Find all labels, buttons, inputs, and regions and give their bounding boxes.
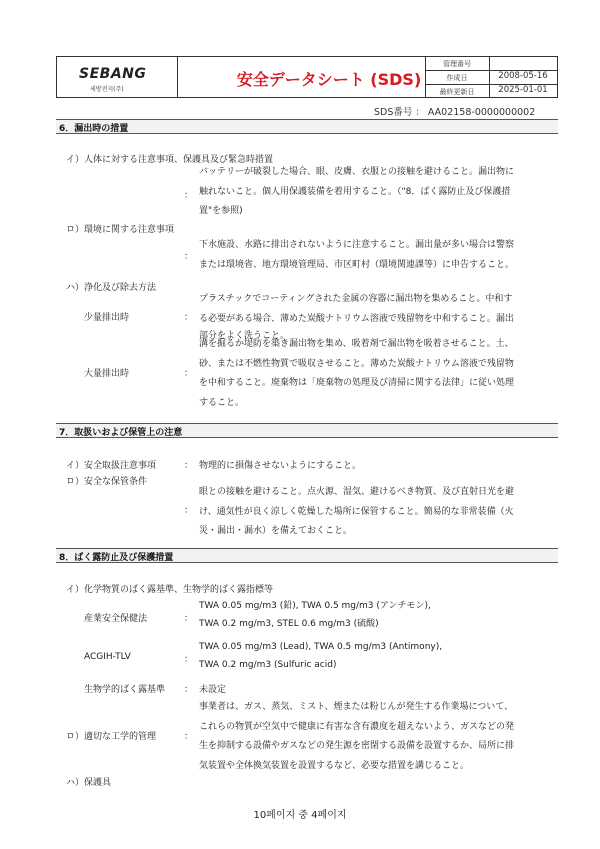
s6-personal-label: イ）人体に対する注意事項、保護具及び緊急時措置 [66,155,274,165]
s6-large-spill-text: 溝を掘るか堤防を築き漏出物を集め、吸着剤で漏出物を吸着させること。土、 砂、または不燃性物質で吸収させること。薄めた炭酸ナトリウム溶液で残留物 を中和すること。廃棄物は「廃棄物の処理及び清掃に関する法律」に従い処理 すること。 [199,339,515,408]
page-footer: 10페이지 중 4페이지 [253,810,347,821]
s6-personal-text: バッテリーが破裂した場合、眼、皮膚、衣服との接触を避けること。漏出物に 触れないこと。個人用保護装備を着用すること。（"8．ばく露防止及び保護措 置"を参照) [199,167,515,216]
s7-storage-text: 眼との接触を避けること。点火源、湿気、避けるべき物質、及び直射日光を避 け、通気性が良く涼しく乾燥した場所に保管すること。簡易的な非常装備（火 災・漏出・漏水）を備えておくこと。 [199,487,515,536]
s6-cleanup-label: ハ）浄化及び除去方法 [66,283,157,293]
meta-label-updated: 最終更新日 [439,88,475,96]
s8-engineering-label: ロ）適切な工学的管理 [66,732,157,742]
s8-biological-text: 未設定 [199,685,227,695]
meta-label-management-no: 管理番号 [443,60,471,68]
colon: ： [184,732,194,742]
s8-japan-law-label: 産業安全保健法 [84,614,148,624]
s8-exposure-label: イ）化学物質のばく露基準、生物学的ばく露指標等 [66,585,274,595]
s8-acgih-label: ACGIH-TLV [84,652,131,662]
colon: ： [184,614,194,624]
s6-large-spill-label: 大量排出時 [84,369,130,379]
section-header-8: 8．ばく露防止及び保護措置 [56,548,558,563]
colon: ： [184,655,194,665]
s8-biological-label: 生物学的ばく露基準 [84,685,166,695]
s8-japan-law-text: TWA 0.05 mg/m3 (鉛), TWA 0.5 mg/m3 (アンチモン), TWA 0.2 mg/m3, STEL 0.6 mg/m3 (硫酸) [199,601,431,629]
section-header-6: 6．漏出時の措置 [56,119,558,134]
colon: ： [184,369,194,379]
company-logo: SEBANG [79,66,147,82]
meta-value-created: 2008-05-16 [498,71,548,81]
document-title: 安全データシート (SDS) [236,70,422,89]
s6-environment-label: ロ）環境に関する注意事項 [66,225,175,235]
s6-small-spill-label: 少量排出時 [84,313,130,323]
s7-handling-label: イ）安全取扱注意事項 [66,461,157,471]
s6-small-spill-text: プラスチックでコーティングされた金属の容器に漏出物を集めること。中和す る必要がある場合、薄めた炭酸ナトリウム溶液で残留物を中和すること。漏出 部分をよく洗うこと。 [199,294,514,341]
sds-number: SDS番号 ： AA02158-0000000002 [374,107,536,118]
company-logo-subtitle: 세방전지(주) [90,86,124,93]
colon: ： [184,313,194,323]
colon: ： [184,191,194,201]
meta-value-updated: 2025-01-01 [498,85,548,95]
s6-environment-text: 下水施設、水路に排出されないように注意すること。漏出量が多い場合は警察 または環境省、地方環境管理局、市区町村（環境関連課等）に申告すること。 [199,240,515,270]
colon: ： [184,252,194,262]
colon: ： [184,461,194,471]
colon: ： [184,685,194,695]
meta-label-created: 作成日 [446,74,468,82]
s7-handling-text: 物理的に損傷させないようにすること。 [199,461,362,471]
document-header [56,56,558,98]
s8-engineering-text: 事業者は、ガス、蒸気、ミスト、煙または粉じんが発生する作業場について、 これらの物質が空気中で健康に有害な含有濃度を超えないよう、ガスなどの発 生を抑制する設備やガスなどの発生源を密閉する設備を設置するか、局所に排 気装置や全体換気装置を設置するなど、必要な措置を講じること。 [199,702,515,771]
s8-protective-equipment-label: ハ）保護具 [66,778,112,788]
section-header-7: 7．取扱いおよび保管上の注意 [56,423,558,438]
s8-acgih-text: TWA 0.05 mg/m3 (Lead), TWA 0.5 mg/m3 (Antimony), TWA 0.2 mg/m3 (Sulfuric acid) [199,642,443,670]
colon: ： [184,506,194,516]
s7-storage-label: ロ）安全な保管条件 [66,477,148,487]
